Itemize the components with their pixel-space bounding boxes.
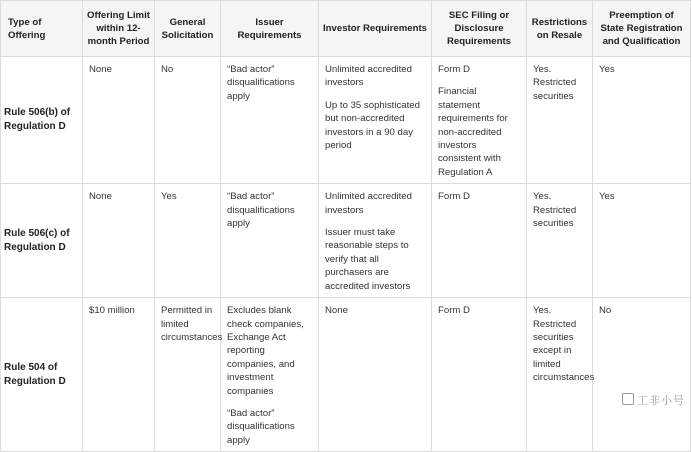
watermark-text: 工非小号 bbox=[637, 395, 685, 407]
cell-preemption: Yes bbox=[593, 57, 691, 184]
cell-investor-requirements bbox=[319, 184, 432, 298]
cell-general-solicitation: Permitted in limited circumstances bbox=[155, 298, 221, 452]
cell-restrictions-on-resale: Yes. Restricted securities except in limited circumstances bbox=[527, 298, 593, 452]
header-offering-limit: Offering Limit within 12-month Period bbox=[83, 1, 155, 57]
cell-issuer-requirements bbox=[221, 298, 319, 452]
cell-sec-filing bbox=[432, 184, 527, 298]
header-type-of-offering: Type of Offering bbox=[1, 1, 83, 57]
issuer-requirement-text: “Bad actor” disqualifications apply bbox=[227, 407, 295, 446]
sec-filing-text: Financial statement requirements for non-accredited investors consistent with Regulation A bbox=[438, 86, 508, 178]
cell-offering-limit: None bbox=[83, 57, 155, 184]
investor-requirement-text: None bbox=[325, 305, 348, 317]
cell-sec-filing bbox=[432, 298, 527, 452]
issuer-requirement-text: “Bad actor” disqualifications apply bbox=[227, 64, 295, 102]
cell-offering-limit: $10 million bbox=[83, 298, 155, 452]
header-general-solicitation: General Solicitation bbox=[155, 1, 221, 57]
sec-filing-text: Form D bbox=[438, 64, 470, 75]
header-row bbox=[1, 1, 691, 57]
table-row bbox=[1, 57, 691, 184]
header-restrictions-on-resale: Restrictions on Resale bbox=[527, 1, 593, 57]
investor-requirement-text: Unlimited accredited investors bbox=[325, 191, 412, 216]
cell-general-solicitation: Yes bbox=[155, 184, 221, 298]
header-preemption: Preemption of State Registration and Qualification bbox=[593, 1, 691, 57]
investor-requirement-text: Up to 35 sophisticated but non-accredited investors in a 90 day period bbox=[325, 99, 420, 152]
cell-issuer-requirements bbox=[221, 184, 319, 298]
cell-general-solicitation: No bbox=[155, 57, 221, 184]
cell-sec-filing bbox=[432, 57, 527, 184]
cell-offering-type: Rule 504 of Regulation D bbox=[1, 298, 83, 452]
header-investor-requirements: Investor Requirements bbox=[319, 1, 432, 57]
cell-offering-limit: None bbox=[83, 184, 155, 298]
table-row bbox=[1, 184, 691, 298]
header-sec-filing: SEC Filing or Disclosure Requirements bbox=[432, 1, 527, 57]
cell-offering-type: Rule 506(c) of Regulation D bbox=[1, 184, 83, 298]
issuer-requirement-text: “Bad actor” disqualifications apply bbox=[227, 191, 295, 230]
investor-requirement-text: Issuer must take reasonable steps to verify that all purchasers are accredited investors bbox=[325, 227, 411, 292]
cell-issuer-requirements bbox=[221, 57, 319, 184]
watermark bbox=[619, 391, 688, 409]
investor-requirement-text: Unlimited accredited investors bbox=[325, 64, 412, 89]
sec-filing-text: Form D bbox=[438, 305, 470, 317]
watermark-logo-icon bbox=[622, 393, 634, 405]
cell-preemption: No bbox=[593, 298, 691, 452]
cell-investor-requirements bbox=[319, 298, 432, 452]
cell-offering-type: Rule 506(b) of Regulation D bbox=[1, 57, 83, 184]
table-row bbox=[1, 298, 691, 452]
cell-restrictions-on-resale: Yes. Restricted securities bbox=[527, 57, 593, 184]
cell-preemption: Yes bbox=[593, 184, 691, 298]
cell-investor-requirements bbox=[319, 57, 432, 184]
header-issuer-requirements: Issuer Requirements bbox=[221, 1, 319, 57]
cell-restrictions-on-resale: Yes. Restricted securities bbox=[527, 184, 593, 298]
sec-filing-text: Form D bbox=[438, 191, 470, 203]
issuer-requirement-text: Excludes blank check companies, Exchange Act reporting companies, and investment companies bbox=[227, 305, 304, 397]
